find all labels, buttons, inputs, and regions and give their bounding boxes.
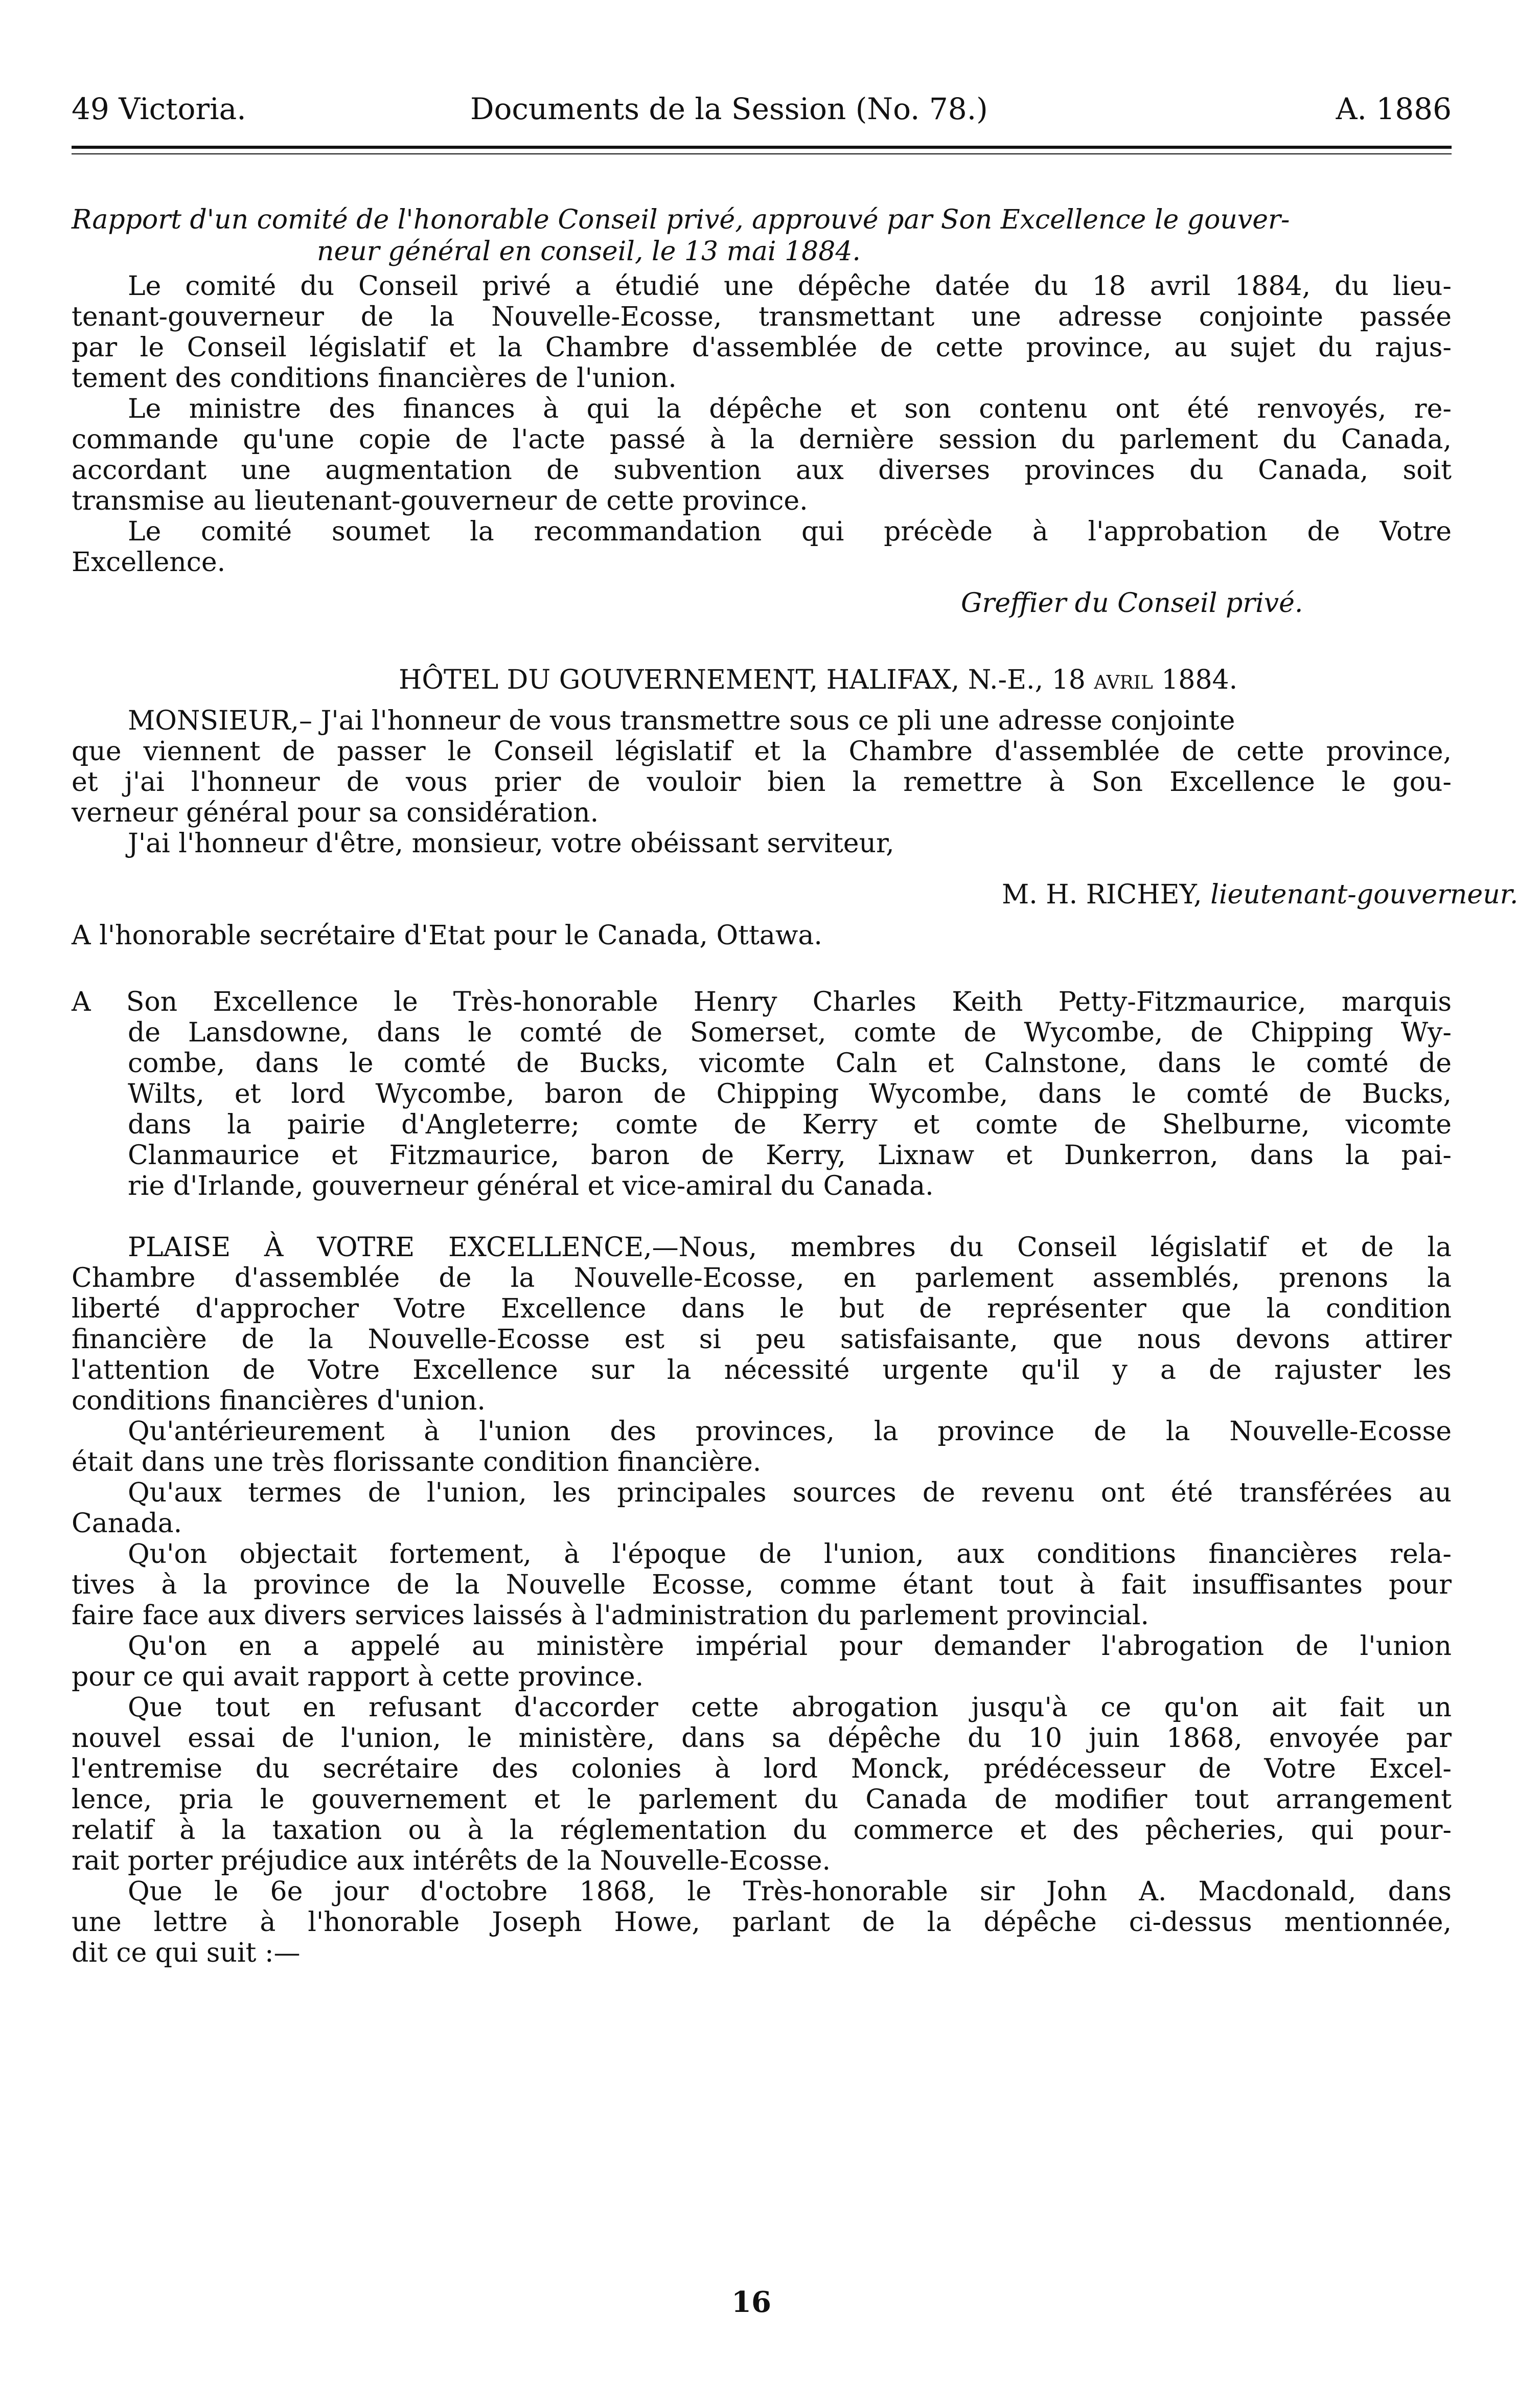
address-heading-l1: A Son Excellence le Très-honorable Henry Charles Keith Petty-Fitzmaurice, marquis xyxy=(72,987,1452,1017)
report-p1-l1: Le comité du Conseil privé a étudié une dépêche datée du 18 avril 1884, du lieu- xyxy=(128,271,1452,302)
address-p6-l6: rait porter préjudice aux intérêts de la Nouvelle-Ecosse. xyxy=(72,1846,831,1876)
address-p4-l3: faire face aux divers services laissés à l'administration du parlement provincial. xyxy=(72,1600,1150,1631)
report-p2-l3: accordant une augmentation de subvention aux diverses provinces du Canada, soit xyxy=(72,455,1452,486)
address-p2-l2: était dans une très florissante condition financière. xyxy=(72,1447,762,1478)
address-p1-l1-text: —Nous, membres du Conseil législatif et de la xyxy=(652,1232,1452,1263)
header-rule-bottom xyxy=(72,153,1452,154)
header-center: Documents de la Session (No. 78.) xyxy=(470,92,988,126)
letter-body-l1: MONSIEUR,– J'ai l'honneur de vous transmettre sous ce pli une adresse conjointe xyxy=(128,706,1235,736)
address-p3-l1: Qu'aux termes de l'union, les principales sources de revenu ont été transférées au xyxy=(128,1478,1452,1508)
report-p1-l3: par le Conseil législatif et la Chambre d'assemblée de cette province, au sujet du rajus- xyxy=(72,332,1452,363)
report-p2-l1: Le ministre des finances à qui la dépêche et son contenu ont été renvoyés, re- xyxy=(128,394,1452,424)
address-p1-l4: financière de la Nouvelle-Ecosse est si peu satisfaisante, que nous devons attirer xyxy=(72,1324,1452,1355)
running-header xyxy=(72,86,1452,132)
header-right: A. 1886 xyxy=(1336,92,1452,126)
report-p2-l4: transmise au lieutenant-gouverneur de cette province. xyxy=(72,486,808,516)
address-p1-l3: liberté d'approcher Votre Excellence dans le but de représenter que la condition xyxy=(72,1293,1452,1324)
page-number: 16 xyxy=(731,2285,771,2319)
address-p7-l3: dit ce qui suit :— xyxy=(72,1938,301,1968)
address-p4-l1: Qu'on objectait fortement, à l'époque de l'union, aux conditions financières rela- xyxy=(128,1539,1452,1570)
letter-signature-title: lieutenant-gouverneur. xyxy=(1210,879,1519,910)
letter-body-l1-text: J'ai l'honneur de vous transmettre sous ce pli une adresse conjointe xyxy=(320,706,1235,736)
address-p3-l2: Canada. xyxy=(72,1508,182,1539)
report-p1-l2: tenant-gouverneur de la Nouvelle-Ecosse, transmettant une adresse conjointe passée xyxy=(72,302,1452,332)
address-p4-l2: tives à la province de la Nouvelle Ecosse, comme étant tout à fait insuffisantes pour xyxy=(72,1570,1452,1600)
letter-body-l2: que viennent de passer le Conseil législatif et la Chambre d'assemblée de cette province, xyxy=(72,736,1452,767)
letter-salutation: MONSIEUR, xyxy=(128,706,300,736)
letter-dateline: HÔTEL DU GOUVERNEMENT, HALIFAX, N.-E., 18 avril 1884. xyxy=(399,665,1238,695)
address-p2-l1: Qu'antérieurement à l'union des provinces, la province de la Nouvelle-Ecosse xyxy=(128,1416,1452,1447)
address-p6-l2: nouvel essai de l'union, le ministère, dans sa dépêche du 10 juin 1868, envoyée par xyxy=(72,1723,1452,1754)
address-p5-l2: pour ce qui avait rapport à cette province. xyxy=(72,1662,644,1692)
address-heading-l2: de Lansdowne, dans le comté de Somerset, comte de Wycombe, de Chipping Wy- xyxy=(128,1017,1452,1048)
address-heading-l4: Wilts, et lord Wycombe, baron de Chipping Wycombe, dans le comté de Bucks, xyxy=(128,1079,1452,1109)
report-title-line1: Rapport d'un comité de l'honorable Conseil privé, approuvé par Son Excellence le gouver- xyxy=(72,205,1290,235)
letter-body-l3: et j'ai l'honneur de vous prier de vouloir bien la remettre à Son Excellence le gou- xyxy=(72,767,1452,798)
header-left: 49 Victoria. xyxy=(72,92,246,126)
letter-addressee: A l'honorable secrétaire d'Etat pour le Canada, Ottawa. xyxy=(72,920,822,951)
letter-signature xyxy=(1002,879,1518,910)
address-p1-l6: conditions financières d'union. xyxy=(72,1386,486,1416)
report-p2-l2: commande qu'une copie de l'acte passé à la dernière session du parlement du Canada, xyxy=(72,424,1452,455)
address-p6-l3: l'entremise du secrétaire des colonies à lord Monck, prédécesseur de Votre Excel- xyxy=(72,1754,1452,1784)
header-rule-top xyxy=(72,146,1452,149)
address-p7-l2: une lettre à l'honorable Joseph Howe, parlant de la dépêche ci-dessus mentionnée, xyxy=(72,1907,1452,1938)
report-p3-l1: Le comité soumet la recommandation qui précède à l'approbation de Votre xyxy=(128,516,1452,547)
letter-body-l4: verneur général pour sa considération. xyxy=(72,798,599,828)
letter-signature-name: M. H. RICHEY, xyxy=(1002,879,1202,910)
address-p6-l1: Que tout en refusant d'accorder cette abrogation jusqu'à ce qu'on ait fait un xyxy=(128,1692,1452,1723)
address-p6-l5: relatif à la taxation ou à la réglementation du commerce et des pêcheries, qui pour- xyxy=(72,1815,1452,1846)
address-heading-l3: combe, dans le comté de Bucks, vicomte Caln et Calnstone, dans le comté de xyxy=(128,1048,1452,1079)
address-p6-l4: lence, pria le gouvernement et le parlement du Canada de modifier tout arrangement xyxy=(72,1784,1452,1815)
report-title-line2: neur général en conseil, le 13 mai 1884. xyxy=(317,236,861,267)
report-p3-l2: Excellence. xyxy=(72,547,226,578)
address-heading-l6: Clanmaurice et Fitzmaurice, baron de Kerry, Lixnaw et Dunkerron, dans la pai- xyxy=(128,1140,1452,1171)
plaise-lead: PLAISE À VOTRE EXCELLENCE, xyxy=(128,1232,652,1263)
report-p1-l4: tement des conditions financières de l'union. xyxy=(72,363,677,394)
address-p1-l1 xyxy=(128,1232,1452,1263)
address-p7-l1: Que le 6e jour d'octobre 1868, le Très-honorable sir John A. Macdonald, dans xyxy=(128,1876,1452,1907)
address-p5-l1: Qu'on en a appelé au ministère impérial pour demander l'abrogation de l'union xyxy=(128,1631,1452,1662)
address-heading-l7: rie d'Irlande, gouverneur général et vice-amiral du Canada. xyxy=(128,1171,934,1201)
address-p1-l5: l'attention de Votre Excellence sur la nécessité urgente qu'il y a de rajuster les xyxy=(72,1355,1452,1386)
address-heading-l5: dans la pairie d'Angleterre; comte de Kerry et comte de Shelburne, vicomte xyxy=(128,1109,1452,1140)
letter-closing: J'ai l'honneur d'être, monsieur, votre obéissant serviteur, xyxy=(128,828,894,859)
report-signature: Greffier du Conseil privé. xyxy=(961,588,1303,619)
address-p1-l2: Chambre d'assemblée de la Nouvelle-Ecosse, en parlement assemblés, prenons la xyxy=(72,1263,1452,1293)
